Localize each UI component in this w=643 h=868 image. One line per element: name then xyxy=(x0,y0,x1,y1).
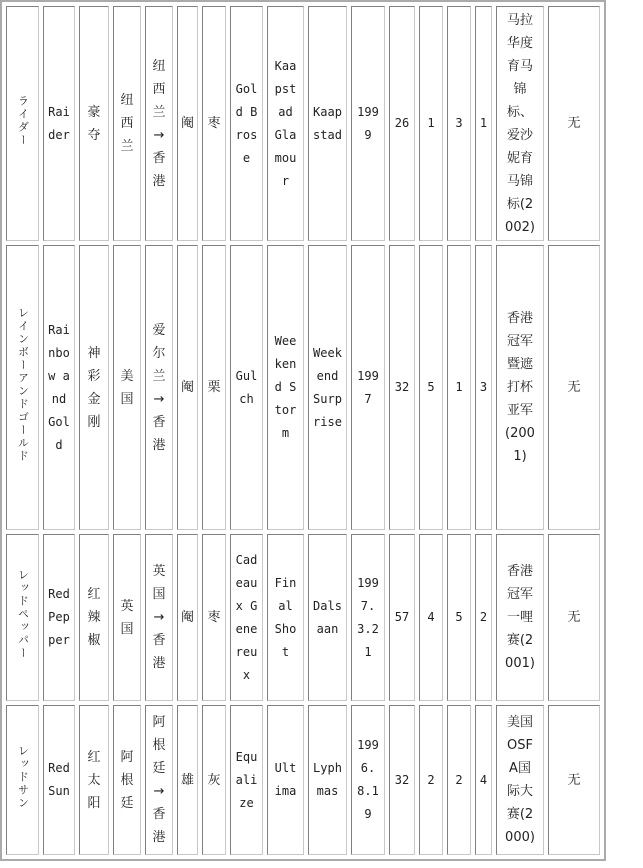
seconds-cell: 2 xyxy=(447,705,471,855)
japanese-name-cell: レインボーアンドゴールド xyxy=(6,245,39,530)
sire-cell: Gulch xyxy=(230,245,263,530)
sex-cell: 雄 xyxy=(177,705,198,855)
dam-cell: Ultima xyxy=(267,705,304,855)
major-races-cell: 香港冠军一哩赛(2001) xyxy=(496,534,544,701)
starts-cell: 32 xyxy=(389,245,415,530)
color-cell: 枣 xyxy=(202,534,226,701)
dam-cell: Weekend Storm xyxy=(267,245,304,530)
seconds-cell: 1 xyxy=(447,245,471,530)
notes-cell: 无 xyxy=(548,6,600,241)
chinese-name-cell: 红辣椒 xyxy=(79,534,109,701)
sire-cell: Cadeaux Genereux xyxy=(230,534,263,701)
english-name-cell: Red Sun xyxy=(43,705,75,855)
starts-cell: 57 xyxy=(389,534,415,701)
notes-cell: 无 xyxy=(548,534,600,701)
wins-cell: 4 xyxy=(419,534,443,701)
wins-cell: 1 xyxy=(419,6,443,241)
major-races-cell: 美国OSFA国际大赛(2000) xyxy=(496,705,544,855)
sex-cell: 阉 xyxy=(177,534,198,701)
damsire-cell: Weekend Surprise xyxy=(308,245,347,530)
damsire-cell: Dalsaan xyxy=(308,534,347,701)
japanese-name-cell: ライダー xyxy=(6,6,39,241)
country-cell: 阿根廷 xyxy=(113,705,141,855)
chinese-name-cell: 豪夺 xyxy=(79,6,109,241)
dam-cell: Final Shot xyxy=(267,534,304,701)
sex-cell: 阉 xyxy=(177,6,198,241)
starts-cell: 26 xyxy=(389,6,415,241)
thirds-cell: 3 xyxy=(475,245,492,530)
thirds-cell: 1 xyxy=(475,6,492,241)
japanese-name-cell: レッドペッパー xyxy=(6,534,39,701)
thirds-cell: 4 xyxy=(475,705,492,855)
chinese-name-cell: 神彩金刚 xyxy=(79,245,109,530)
english-name-cell: Rainbow and Gold xyxy=(43,245,75,530)
birth-date-cell: 1999 xyxy=(351,6,385,241)
sire-cell: Gold Brose xyxy=(230,6,263,241)
wins-cell: 5 xyxy=(419,245,443,530)
thirds-cell: 2 xyxy=(475,534,492,701)
major-races-cell: 马拉华度育马锦标、爱沙妮育马锦标(2002) xyxy=(496,6,544,241)
country-cell: 纽西兰 xyxy=(113,6,141,241)
dam-cell: Kaapstad Glamour xyxy=(267,6,304,241)
table-row xyxy=(6,705,600,855)
chinese-name-cell: 红太阳 xyxy=(79,705,109,855)
birth-date-cell: 1997.3.21 xyxy=(351,534,385,701)
color-cell: 栗 xyxy=(202,245,226,530)
horse-record-table xyxy=(2,2,604,859)
birth-date-cell: 1997 xyxy=(351,245,385,530)
wins-cell: 2 xyxy=(419,705,443,855)
japanese-name-cell: レッドサン xyxy=(6,705,39,855)
transfer-cell: 阿根廷→香港 xyxy=(145,705,173,855)
major-races-cell: 香港冠军暨遮打杯亚军(2001) xyxy=(496,245,544,530)
english-name-cell: Raider xyxy=(43,6,75,241)
transfer-cell: 爱尔兰→香港 xyxy=(145,245,173,530)
notes-cell: 无 xyxy=(548,705,600,855)
transfer-cell: 纽西兰→香港 xyxy=(145,6,173,241)
sex-cell: 阉 xyxy=(177,245,198,530)
seconds-cell: 3 xyxy=(447,6,471,241)
birth-date-cell: 1996.8.19 xyxy=(351,705,385,855)
english-name-cell: Red Pepper xyxy=(43,534,75,701)
table-row xyxy=(6,6,600,241)
table-row xyxy=(6,245,600,530)
notes-cell: 无 xyxy=(548,245,600,530)
sire-cell: Equalize xyxy=(230,705,263,855)
country-cell: 英国 xyxy=(113,534,141,701)
country-cell: 美国 xyxy=(113,245,141,530)
color-cell: 枣 xyxy=(202,6,226,241)
transfer-cell: 英国→香港 xyxy=(145,534,173,701)
damsire-cell: Lyphmas xyxy=(308,705,347,855)
starts-cell: 32 xyxy=(389,705,415,855)
table-row xyxy=(6,534,600,701)
color-cell: 灰 xyxy=(202,705,226,855)
seconds-cell: 5 xyxy=(447,534,471,701)
damsire-cell: Kaapstad xyxy=(308,6,347,241)
